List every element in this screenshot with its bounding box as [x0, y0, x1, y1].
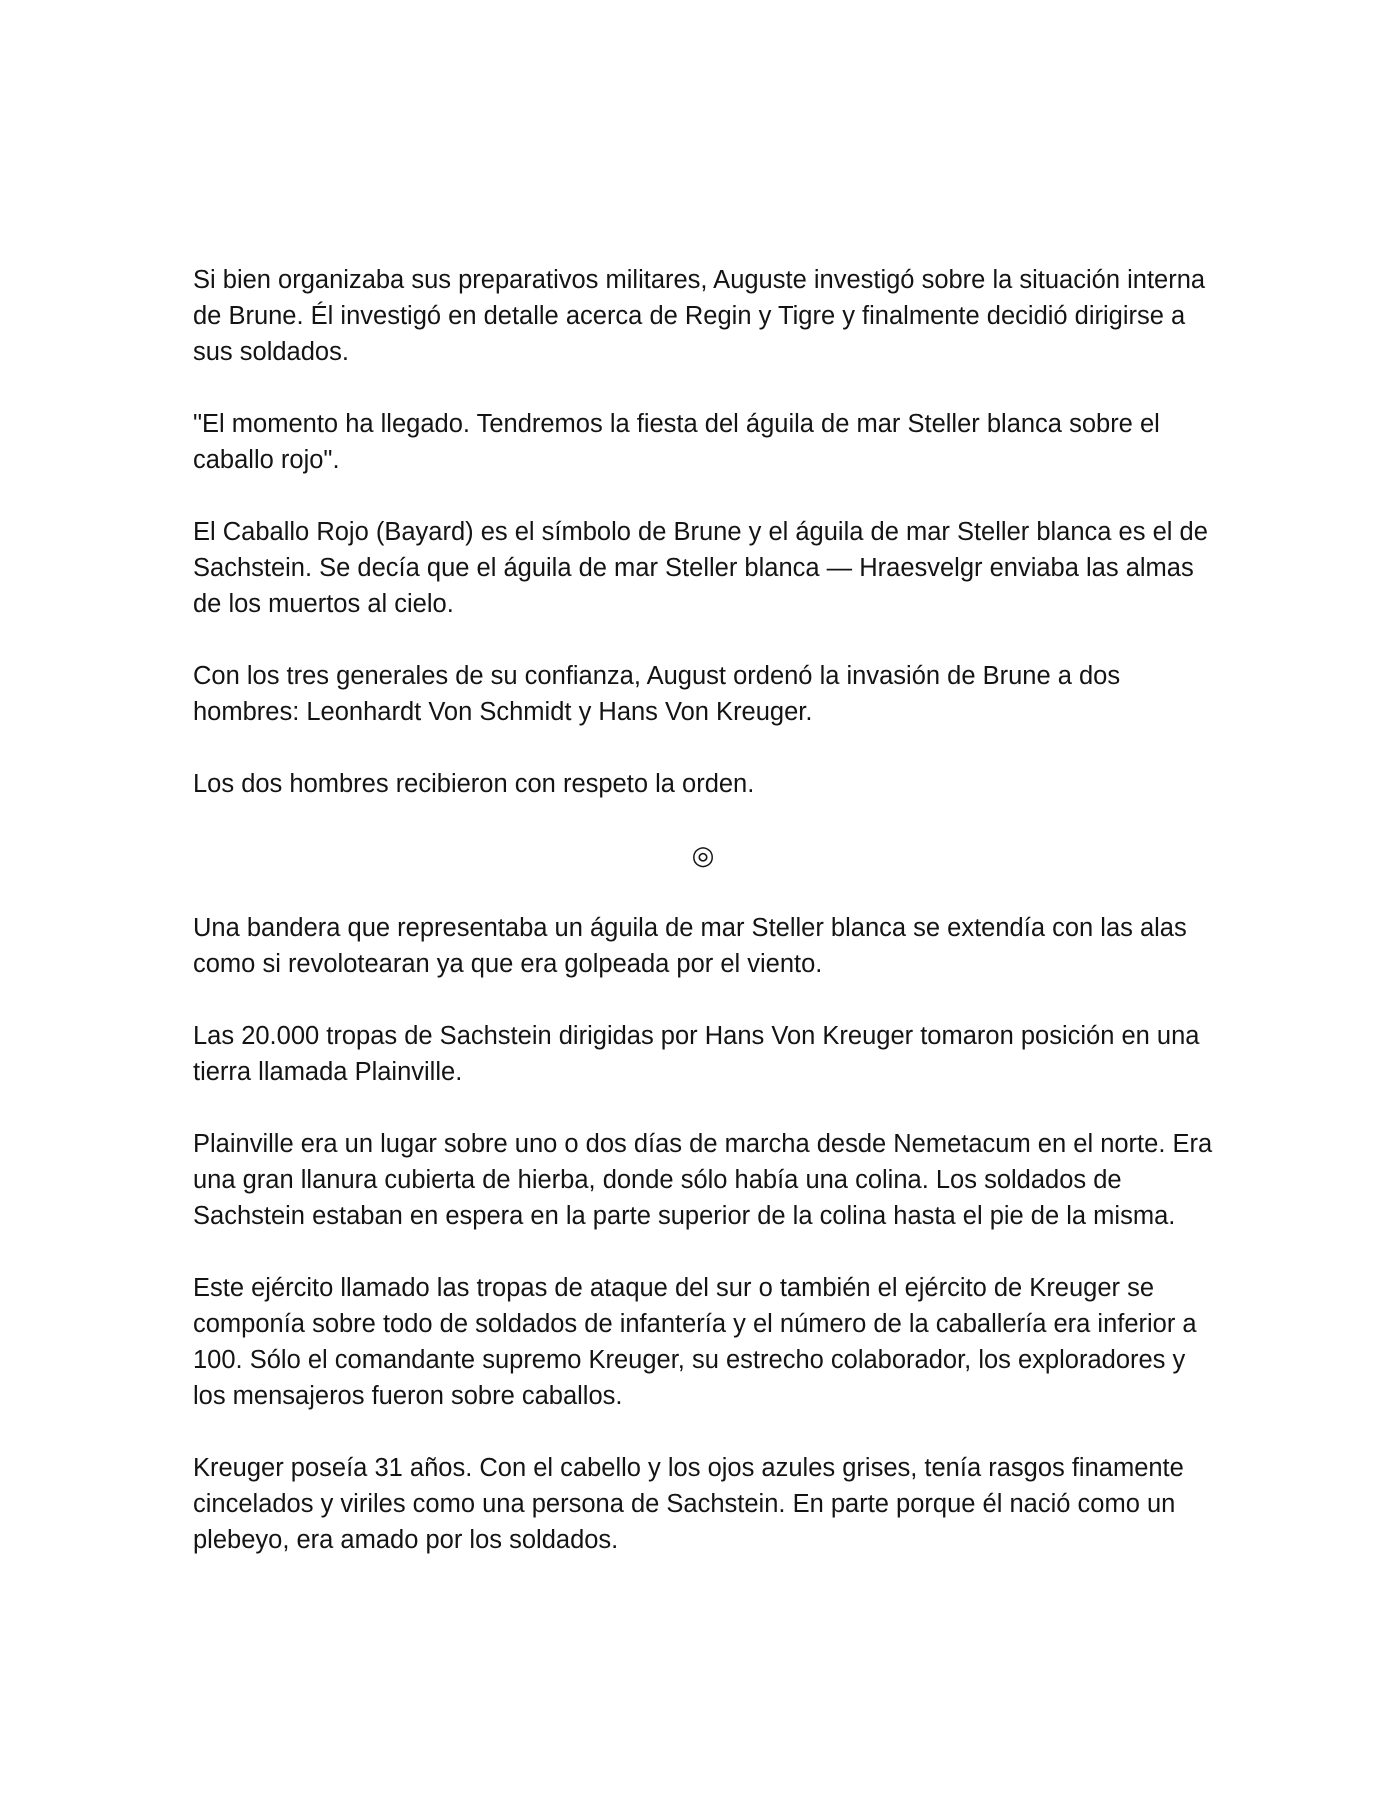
paragraph: Con los tres generales de su confianza, August ordenó la invasión de Brune a dos hombres: Leonhardt Von Schmidt y Hans Von Kreuger.	[193, 662, 1121, 726]
paragraph: Los dos hombres recibieron con respeto la orden.	[193, 770, 755, 798]
paragraph: "El momento ha llegado. Tendremos la fiesta del águila de mar Steller blanca sobre el caballo rojo".	[193, 410, 1160, 474]
paragraph: Una bandera que representaba un águila de mar Steller blanca se extendía con las alas como si revolotearan ya que era golpeada por el viento.	[193, 914, 1187, 978]
paragraph: Las 20.000 tropas de Sachstein dirigidas por Hans Von Kreuger tomaron posición en una tierra llamada Plainville.	[193, 1022, 1200, 1086]
paragraph: Plainville era un lugar sobre uno o dos días de marcha desde Nemetacum en el norte. Era una gran llanura cubierta de hierba, donde sólo había una colina. Los soldados de Sachstein estaban en espera en la parte superior de la colina hasta el pie de la misma.	[193, 1130, 1213, 1230]
section-separator-icon: ◎	[691, 841, 715, 871]
paragraph: Este ejército llamado las tropas de ataque del sur o también el ejército de Kreuger se componía sobre todo de soldados de infantería y el número de la caballería era inferior a 100. Sólo el comandante supremo Kreuger, su estrecho colaborador, los exploradores y los mensajeros fueron sobre caballos.	[193, 1274, 1197, 1410]
paragraph: El Caballo Rojo (Bayard) es el símbolo de Brune y el águila de mar Steller blanca es el de Sachstein. Se decía que el águila de mar Steller blanca — Hraesvelgr enviaba las almas de los muertos al cielo.	[193, 518, 1208, 618]
paragraph: Si bien organizaba sus preparativos militares, Auguste investigó sobre la situación interna de Brune. Él investigó en detalle acerca de Regin y Tigre y finalmente decidió dirigirse a sus soldados.	[193, 266, 1206, 366]
document-body	[193, 262, 1213, 1594]
paragraph: Kreuger poseía 31 años. Con el cabello y los ojos azules grises, tenía rasgos finamente cincelados y viriles como una persona de Sachstein. En parte porque él nació como un plebeyo, era amado por los soldados.	[193, 1454, 1184, 1554]
